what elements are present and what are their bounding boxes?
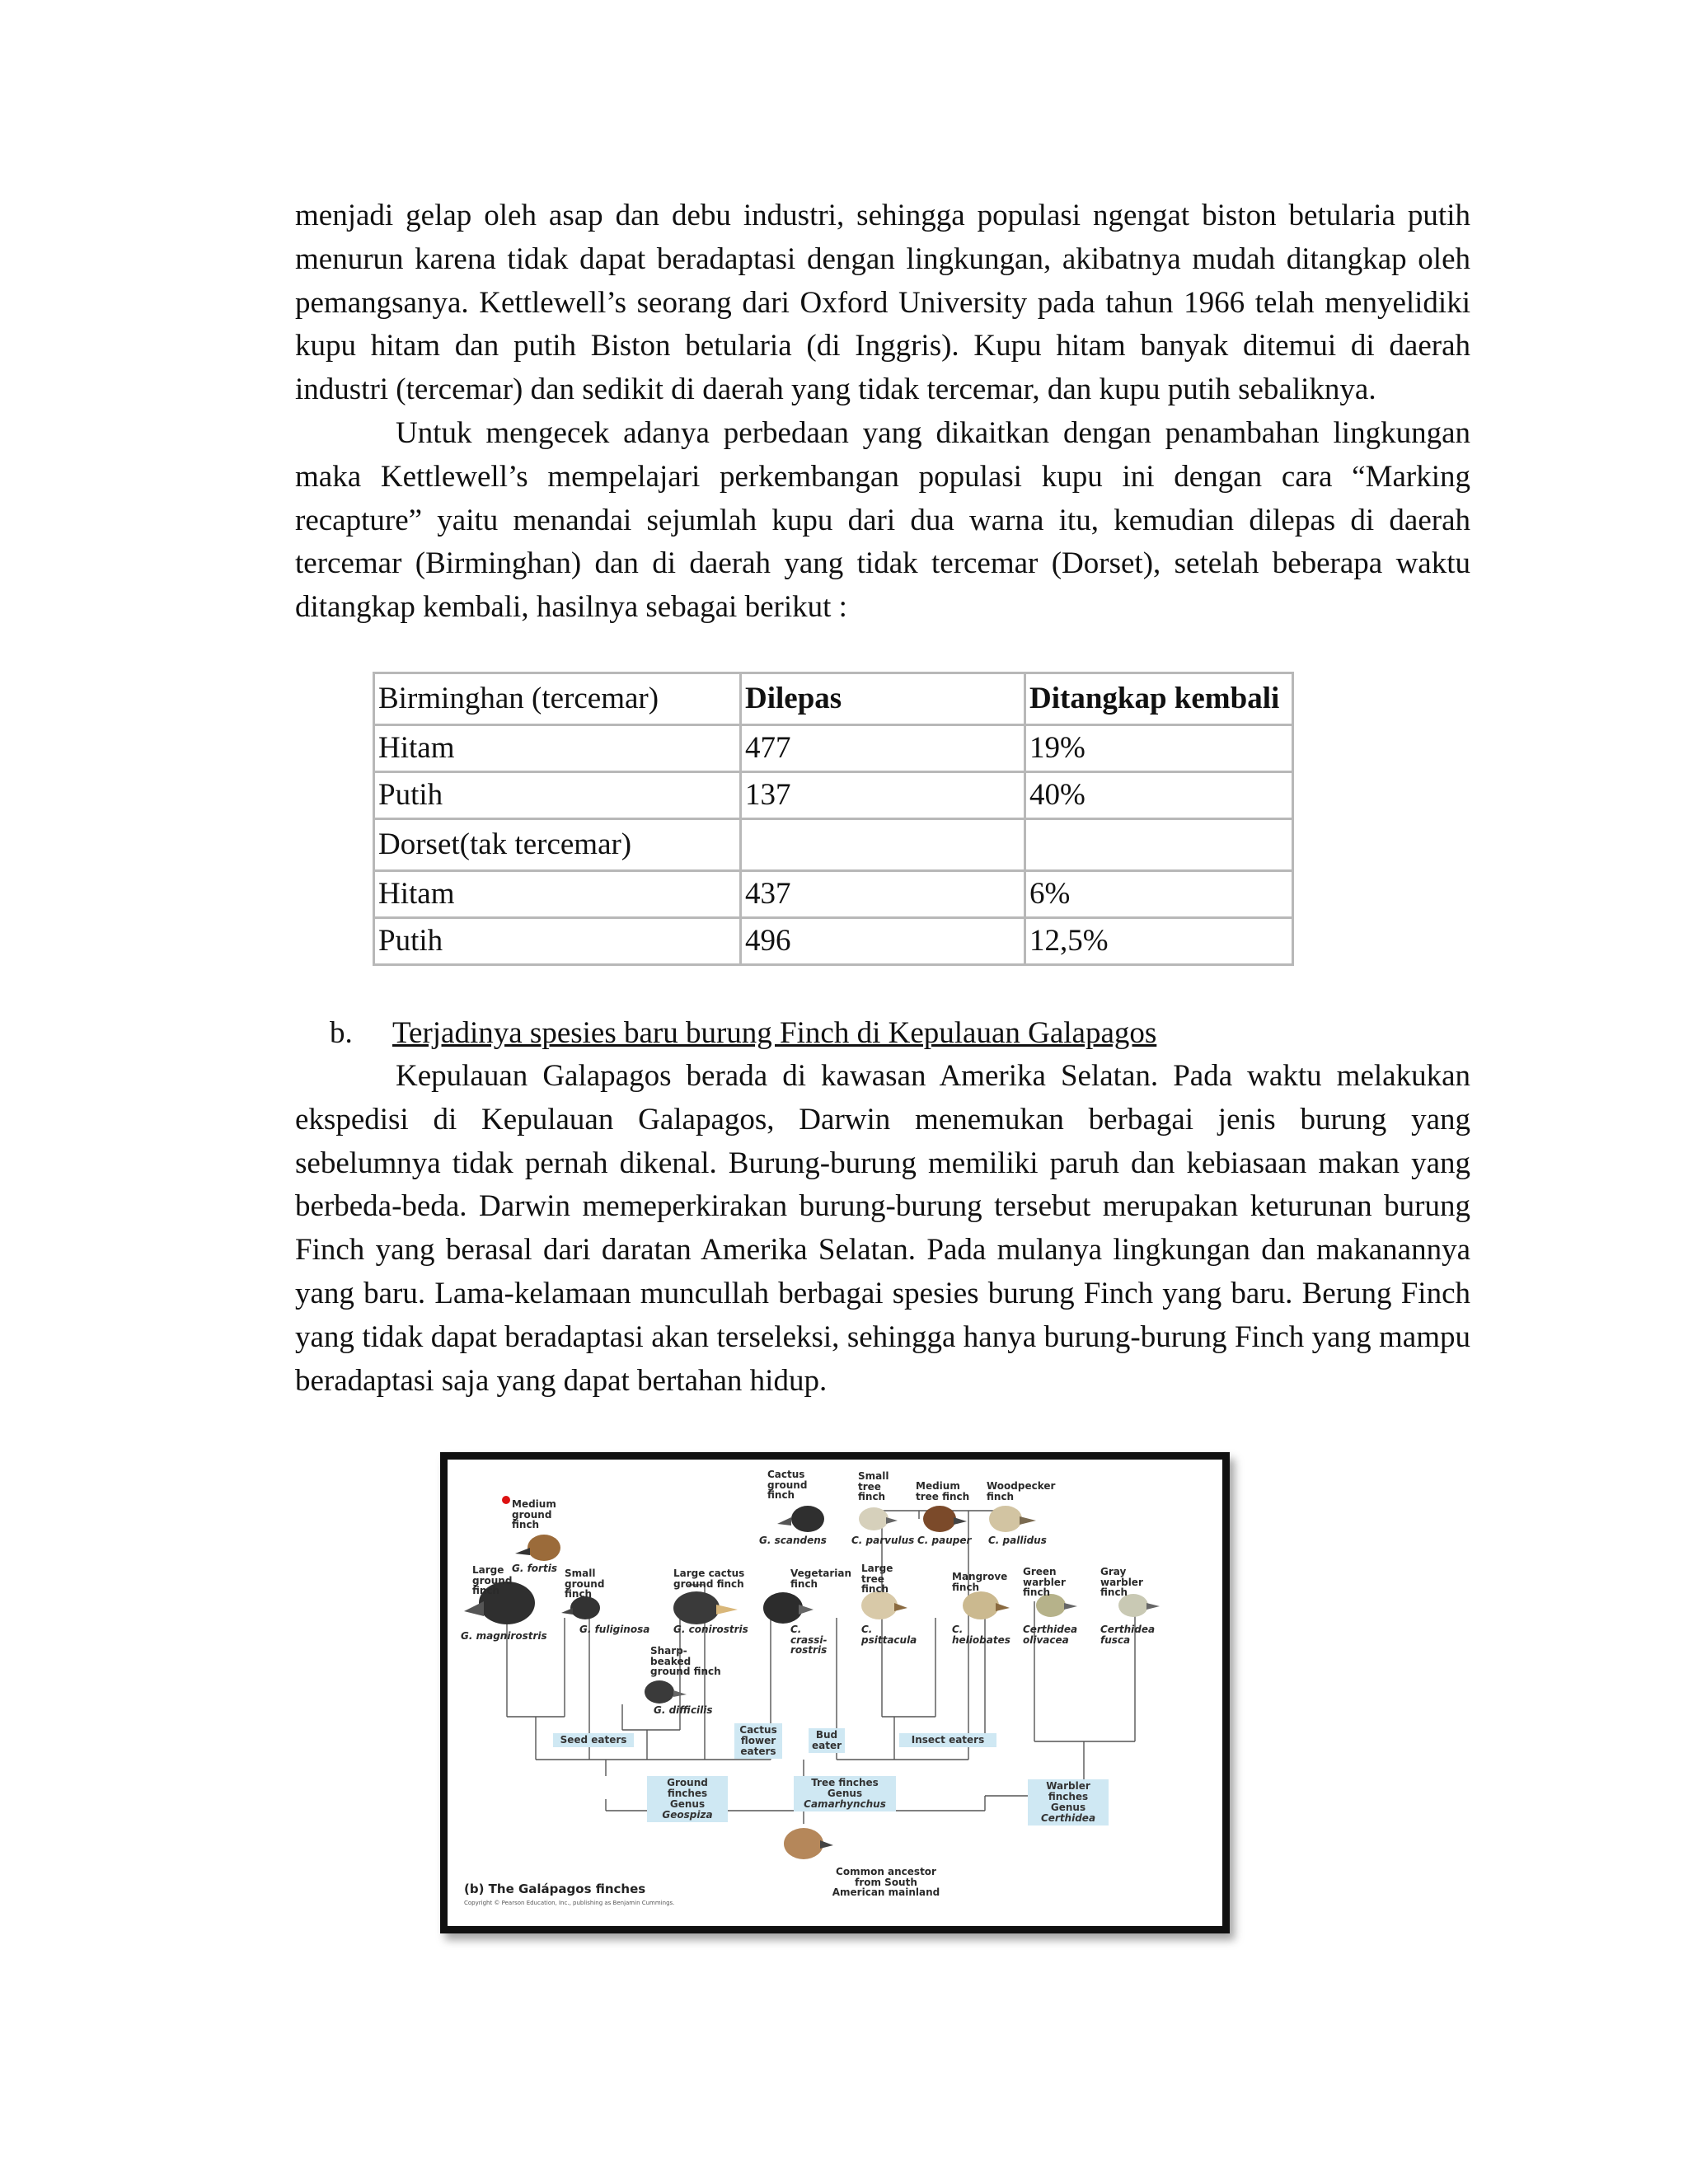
table-row bbox=[374, 918, 1293, 965]
table-cell: Putih bbox=[374, 772, 741, 819]
paragraph-kettlewell-intro: menjadi gelap oleh asap dan debu industri, sehingga populasi ngengat biston betularia putih menurun karena tidak dapat beradaptasi dengan lingkungan, akibatnya mudah ditangkap oleh pemangsanya. Kettlewell’s seorang dari Oxford University pada tahun 1966 telah menyelidiki kupu hitam dan putih Biston betularia (di Inggris). Kupu hitam banyak ditemui di daerah industri (tercemar) dan sedikit di daerah yang tidak tercemar, dan kupu putih sebaliknya. bbox=[295, 199, 1470, 407]
group-seed-eaters: Seed eaters bbox=[553, 1733, 634, 1747]
galapagos-finches-figure bbox=[440, 1452, 1230, 1933]
bird-head-icon bbox=[561, 1596, 600, 1619]
species-g-magnirostris: G. magnirostris bbox=[461, 1630, 547, 1642]
table-cell: Dorset(tak tercemar) bbox=[374, 819, 741, 871]
bird-head-icon bbox=[861, 1591, 907, 1619]
label-mangrove-finch: Mangrove finch bbox=[952, 1571, 1008, 1593]
species-c-psittacula: C. psittacula bbox=[861, 1624, 917, 1646]
label-medium-ground-finch: Medium ground finch bbox=[512, 1498, 556, 1530]
bird-head-icon bbox=[989, 1506, 1036, 1532]
bird-head-icon bbox=[784, 1828, 833, 1859]
ground-genus-prefix: Genus bbox=[669, 1798, 706, 1810]
label-small-tree-finch: Small tree finch bbox=[858, 1470, 889, 1502]
label-green-warbler-finch: Green warbler finch bbox=[1023, 1566, 1066, 1598]
bird-head-icon bbox=[859, 1507, 898, 1530]
bird-head-icon bbox=[763, 1592, 814, 1624]
table-cell: 477 bbox=[741, 725, 1025, 772]
group-tree-finches bbox=[794, 1776, 896, 1811]
species-certhidea-fusca: Certhidea fusca bbox=[1100, 1624, 1156, 1646]
header-location: Birminghan (tercemar) bbox=[374, 673, 741, 725]
finch-head-icons bbox=[457, 1469, 1212, 1916]
tree-genus-prefix: Genus bbox=[827, 1788, 863, 1799]
label-woodpecker-finch: Woodpecker finch bbox=[987, 1480, 1056, 1502]
table-cell: Hitam bbox=[374, 725, 741, 772]
bird-head-icon bbox=[515, 1535, 560, 1561]
group-warbler-finches bbox=[1028, 1779, 1109, 1825]
text-block-1 bbox=[295, 194, 1470, 630]
table-row bbox=[374, 725, 1293, 772]
group-ground-finches bbox=[647, 1776, 728, 1822]
figure-caption: (b) The Galápagos finches bbox=[464, 1882, 646, 1896]
ground-genus-name: Geospiza bbox=[662, 1809, 713, 1821]
table-cell: 40% bbox=[1025, 772, 1293, 819]
table-header-row bbox=[374, 673, 1293, 725]
warbler-genus-name: Certhidea bbox=[1040, 1812, 1096, 1824]
ground-finches-label: Ground finches bbox=[667, 1777, 708, 1799]
table-cell bbox=[1025, 819, 1293, 871]
section-b-heading bbox=[330, 1012, 1156, 1055]
group-cactus-flower-eaters: Cactus flower eaters bbox=[734, 1723, 782, 1759]
table-cell: Putih bbox=[374, 918, 741, 965]
table-row bbox=[374, 819, 1293, 871]
text-block-2 bbox=[295, 1055, 1470, 1403]
bird-head-icon bbox=[673, 1591, 738, 1624]
species-c-crassirostris: C. crassi-rostris bbox=[790, 1624, 828, 1656]
recapture-table bbox=[373, 672, 1294, 966]
warbler-finches-label: Warbler finches bbox=[1046, 1780, 1090, 1802]
marker-dot bbox=[502, 1496, 510, 1504]
species-g-scandens: G. scandens bbox=[759, 1535, 827, 1546]
label-sharp-beaked-ground-finch: Sharp-beaked ground finch bbox=[650, 1645, 721, 1677]
species-certhidea-olivacea: Certhidea olivacea bbox=[1023, 1624, 1078, 1646]
label-large-tree-finch: Large tree finch bbox=[861, 1563, 893, 1595]
paragraph-galapagos: Kepulauan Galapagos berada di kawasan Amerika Selatan. Pada waktu melakukan ekspedisi di Kepulauan Galapagos, Darwin menemukan berbagai jenis burung yang sebelumnya tidak pernah dikenal. Burung-burung memiliki paruh dan kebiasaan makan yang berbeda-beda. Darwin memeperkirakan burung-burung tersebut merupakan keturunan burung Finch yang berasal dari daratan Amerika Selatan. Pada mulanya lingkungan dan makanannya yang baru. Lama-kelamaan muncullah berbagai spesies burung Finch yang baru. Berung Finch yang tidak dapat beradaptasi akan terseleksi, sehingga hanya burung-burung Finch yang mampu beradaptasi saja yang dapat bertahan hidup. bbox=[295, 1059, 1470, 1398]
tree-genus-name: Camarhynchus bbox=[804, 1798, 886, 1810]
species-c-pallidus: C. pallidus bbox=[988, 1535, 1047, 1546]
figure-copyright: Copyright © Pearson Education, Inc., publishing as Benjamin Cummings. bbox=[464, 1900, 675, 1906]
label-medium-tree-finch: Medium tree finch bbox=[916, 1480, 970, 1502]
species-g-difficilis: G. difficilis bbox=[654, 1704, 713, 1716]
bird-head-icon bbox=[645, 1680, 687, 1704]
bird-head-icon bbox=[963, 1591, 1010, 1619]
table-cell: 496 bbox=[741, 918, 1025, 965]
header-released: Dilepas bbox=[741, 673, 1025, 725]
label-large-ground-finch: Large ground finch bbox=[472, 1564, 513, 1596]
table-cell bbox=[741, 819, 1025, 871]
table-row bbox=[374, 871, 1293, 918]
table-row bbox=[374, 772, 1293, 819]
table-cell: 19% bbox=[1025, 725, 1293, 772]
species-g-conirostris: G. conirostris bbox=[673, 1624, 748, 1635]
bird-head-icon bbox=[777, 1506, 824, 1532]
label-gray-warbler-finch: Gray warbler finch bbox=[1100, 1566, 1143, 1598]
label-large-cactus-ground-finch: Large cactus ground finch bbox=[673, 1568, 745, 1590]
table-cell: Hitam bbox=[374, 871, 741, 918]
table-cell: 437 bbox=[741, 871, 1025, 918]
species-c-heliobates: C. heliobates bbox=[952, 1624, 1010, 1646]
species-g-fortis: G. fortis bbox=[512, 1563, 557, 1574]
label-common-ancestor: Common ancestor from South American mainland bbox=[832, 1866, 940, 1898]
bird-head-icon bbox=[923, 1506, 967, 1532]
label-vegetarian-finch: Vegetarian finch bbox=[790, 1568, 852, 1590]
table-cell: 137 bbox=[741, 772, 1025, 819]
table-cell: 12,5% bbox=[1025, 918, 1293, 965]
header-recaptured: Ditangkap kembali bbox=[1025, 673, 1293, 725]
tree-finches-label: Tree finches bbox=[811, 1777, 879, 1788]
group-bud-eater: Bud eater bbox=[809, 1728, 845, 1753]
table-cell: 6% bbox=[1025, 871, 1293, 918]
section-title: Terjadinya spesies baru burung Finch di Kepulauan Galapagos bbox=[392, 1016, 1157, 1050]
section-label: b. bbox=[330, 1016, 353, 1050]
figure-canvas bbox=[457, 1469, 1212, 1916]
label-cactus-ground-finch: Cactus ground finch bbox=[767, 1469, 808, 1501]
label-small-ground-finch: Small ground finch bbox=[565, 1568, 605, 1600]
group-insect-eaters: Insect eaters bbox=[899, 1733, 996, 1747]
warbler-genus-prefix: Genus bbox=[1050, 1802, 1086, 1813]
paragraph-marking-recapture: Untuk mengecek adanya perbedaan yang dikaitkan dengan penambahan lingkungan maka Kettlewell’s mempelajari perkembangan populasi kupu ini dengan cara “Marking recapture” yaitu menandai sejumlah kupu dari dua warna itu, kemudian dilepas di daerah tercemar (Birminghan) dan di daerah yang tidak tercemar (Dorset), setelah beberapa waktu ditangkap kembali, hasilnya sebagai berikut : bbox=[295, 415, 1470, 625]
species-c-parvulus: C. parvulus bbox=[851, 1535, 915, 1546]
species-g-fuliginosa: G. fuliginosa bbox=[579, 1624, 650, 1635]
species-c-pauper: C. pauper bbox=[917, 1535, 972, 1546]
